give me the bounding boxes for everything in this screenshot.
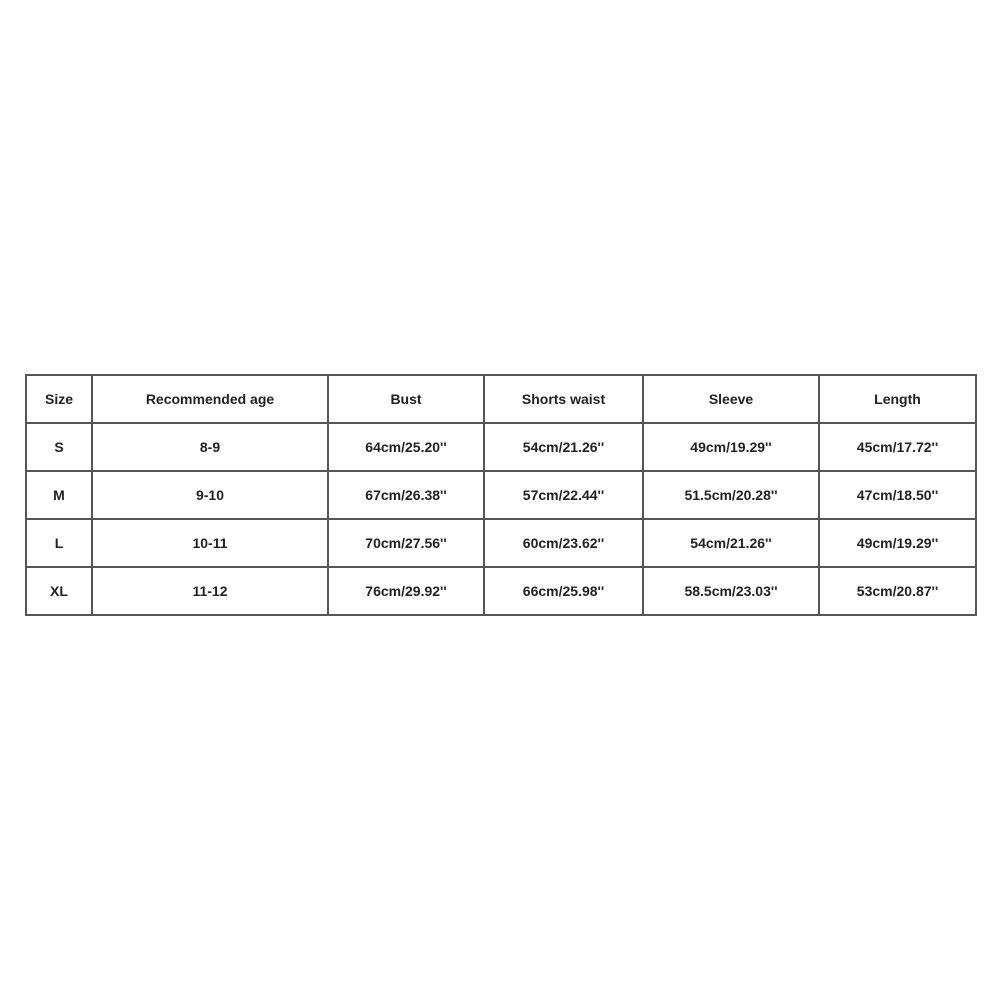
cell-shorts-waist: 57cm/22.44''	[484, 471, 643, 519]
cell-size: L	[26, 519, 92, 567]
cell-recommended-age: 11-12	[92, 567, 328, 615]
cell-length: 47cm/18.50''	[819, 471, 976, 519]
cell-length: 53cm/20.87''	[819, 567, 976, 615]
cell-recommended-age: 10-11	[92, 519, 328, 567]
header-size: Size	[26, 375, 92, 423]
size-chart-table	[25, 374, 977, 616]
cell-sleeve: 49cm/19.29''	[643, 423, 819, 471]
cell-shorts-waist: 54cm/21.26''	[484, 423, 643, 471]
cell-bust: 70cm/27.56''	[328, 519, 484, 567]
header-bust: Bust	[328, 375, 484, 423]
cell-sleeve: 58.5cm/23.03''	[643, 567, 819, 615]
table-row	[26, 567, 976, 615]
cell-recommended-age: 8-9	[92, 423, 328, 471]
table-row	[26, 423, 976, 471]
cell-sleeve: 51.5cm/20.28''	[643, 471, 819, 519]
header-recommended-age: Recommended age	[92, 375, 328, 423]
cell-shorts-waist: 66cm/25.98''	[484, 567, 643, 615]
table-row	[26, 471, 976, 519]
cell-length: 45cm/17.72''	[819, 423, 976, 471]
cell-length: 49cm/19.29''	[819, 519, 976, 567]
cell-bust: 64cm/25.20''	[328, 423, 484, 471]
cell-shorts-waist: 60cm/23.62''	[484, 519, 643, 567]
cell-size: M	[26, 471, 92, 519]
header-sleeve: Sleeve	[643, 375, 819, 423]
table-row	[26, 519, 976, 567]
table-header-row	[26, 375, 976, 423]
cell-bust: 67cm/26.38''	[328, 471, 484, 519]
cell-size: S	[26, 423, 92, 471]
header-length: Length	[819, 375, 976, 423]
cell-size: XL	[26, 567, 92, 615]
cell-bust: 76cm/29.92''	[328, 567, 484, 615]
cell-sleeve: 54cm/21.26''	[643, 519, 819, 567]
cell-recommended-age: 9-10	[92, 471, 328, 519]
header-shorts-waist: Shorts waist	[484, 375, 643, 423]
